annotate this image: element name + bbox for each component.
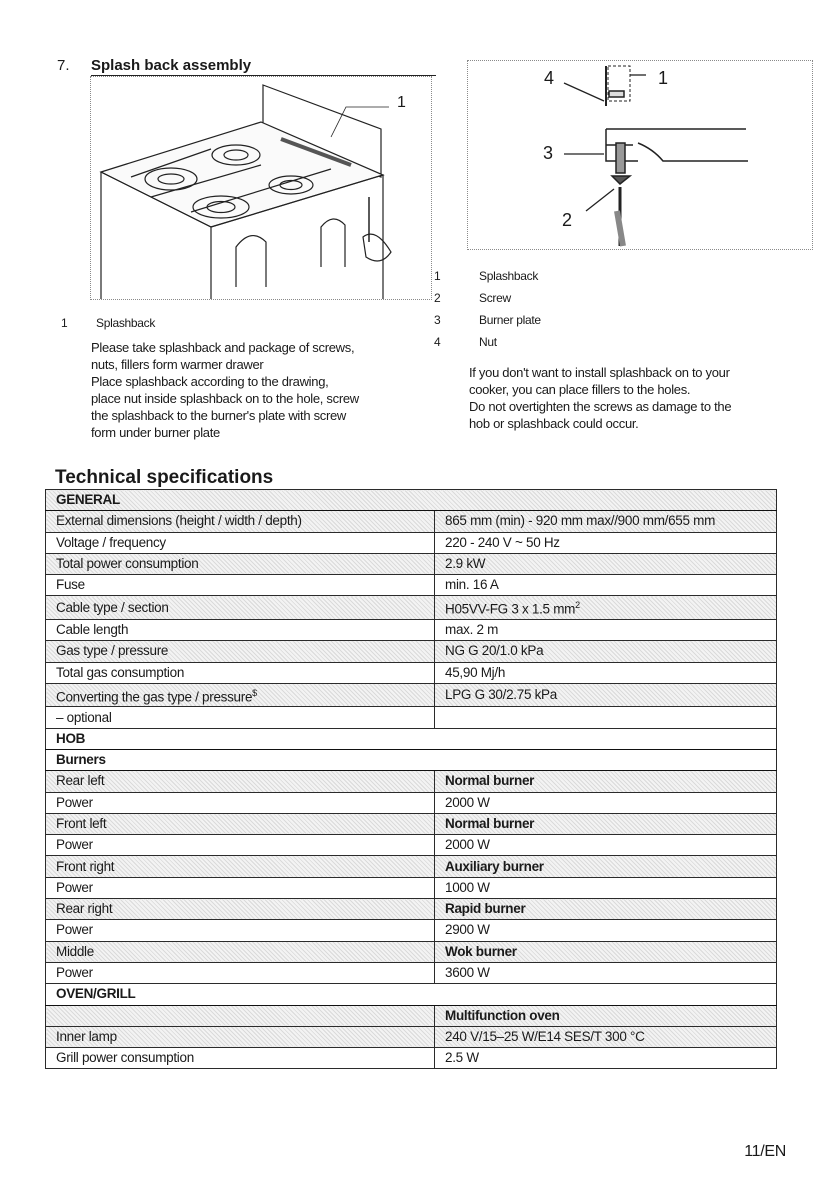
instruction-line: place nut inside splashback on to the hole, screw xyxy=(91,391,359,406)
section-heading: HOB xyxy=(46,728,777,749)
spec-row xyxy=(46,771,777,792)
tech-specs-table xyxy=(45,489,777,1069)
spec-label: Power xyxy=(46,792,435,813)
note-line: If you don't want to install splashback on to your xyxy=(469,365,730,380)
spec-label: Rear right xyxy=(46,899,435,920)
spec-row xyxy=(46,619,777,640)
spec-value: LPG G 30/2.75 kPa xyxy=(435,683,777,707)
spec-value: Auxiliary burner xyxy=(435,856,777,877)
spec-label: Front left xyxy=(46,813,435,834)
assembly-instructions xyxy=(91,339,421,441)
spec-label xyxy=(46,1005,435,1026)
section-title: Splash back assembly xyxy=(91,57,252,74)
spec-label: Gas type / pressure xyxy=(46,641,435,662)
spec-row xyxy=(46,856,777,877)
spec-row xyxy=(46,899,777,920)
spec-value: Wok burner xyxy=(435,941,777,962)
spec-value: 2.5 W xyxy=(435,1048,777,1069)
part-label: Burner plate xyxy=(479,313,541,327)
instruction-line: Place splashback according to the drawing, xyxy=(91,374,329,389)
parts-list-item xyxy=(434,290,541,312)
spec-value: Rapid burner xyxy=(435,899,777,920)
spec-label: Power xyxy=(46,877,435,898)
spec-value: min. 16 A xyxy=(435,575,777,596)
spec-value: 3600 W xyxy=(435,962,777,983)
spec-label xyxy=(46,683,435,707)
spec-row xyxy=(46,962,777,983)
superscript: 2 xyxy=(575,600,580,611)
section-number: 7. xyxy=(57,57,70,74)
spec-value: 1000 W xyxy=(435,877,777,898)
spec-row xyxy=(46,532,777,553)
spec-row xyxy=(46,683,777,707)
spec-label: External dimensions (height / width / depth) xyxy=(46,511,435,532)
spec-row xyxy=(46,707,777,728)
spec-label: Voltage / frequency xyxy=(46,532,435,553)
spec-value: 45,90 Mj/h xyxy=(435,662,777,683)
spec-label: Total gas consumption xyxy=(46,662,435,683)
instruction-line: form under burner plate xyxy=(91,425,220,440)
spec-value: Normal burner xyxy=(435,813,777,834)
right-figure-callout-3: 3 xyxy=(543,143,554,163)
right-figure-callout-1: 1 xyxy=(658,68,669,88)
note-line: cooker, you can place fillers to the holes. xyxy=(469,382,691,397)
spec-row xyxy=(46,596,777,620)
spec-value: Normal burner xyxy=(435,771,777,792)
spec-value: 2900 W xyxy=(435,920,777,941)
parts-list xyxy=(434,268,541,356)
spec-label: Total power consumption xyxy=(46,553,435,574)
spec-row xyxy=(46,813,777,834)
part-label: Splashback xyxy=(479,269,539,283)
parts-list-item xyxy=(434,268,541,290)
spec-section-hob xyxy=(46,728,777,749)
instruction-line: nuts, fillers form warmer drawer xyxy=(91,357,264,372)
spec-row xyxy=(46,1026,777,1047)
spec-value: max. 2 m xyxy=(435,619,777,640)
right-figure-callout-4: 4 xyxy=(544,68,555,88)
tech-specs-title: Technical specifications xyxy=(55,467,274,488)
spec-label: Cable type / section xyxy=(46,596,435,620)
spec-label: Rear left xyxy=(46,771,435,792)
spec-row xyxy=(46,792,777,813)
spec-row xyxy=(46,1005,777,1026)
spec-row xyxy=(46,662,777,683)
superscript: $ xyxy=(252,687,257,698)
splashback-notes xyxy=(469,364,799,432)
spec-row xyxy=(46,1048,777,1069)
spec-value: Multifunction oven xyxy=(435,1005,777,1026)
spec-row xyxy=(46,877,777,898)
left-figure-callout-1: 1 xyxy=(397,94,406,111)
parts-list-item xyxy=(434,334,541,356)
instruction-line: the splashback to the burner's plate with screw xyxy=(91,408,347,423)
part-number: 4 xyxy=(434,335,441,349)
spec-row xyxy=(46,641,777,662)
spec-section-burners xyxy=(46,749,777,770)
spec-label: Power xyxy=(46,920,435,941)
spec-label: Fuse xyxy=(46,575,435,596)
spec-row xyxy=(46,835,777,856)
section-heading: OVEN/GRILL xyxy=(46,984,777,1005)
part-number: 2 xyxy=(434,291,441,305)
spec-value: 865 mm (min) - 920 mm max//900 mm/655 mm xyxy=(435,511,777,532)
note-line: Do not overtighten the screws as damage to the xyxy=(469,399,732,414)
left-caption-number: 1 xyxy=(61,316,68,330)
spec-label: Power xyxy=(46,835,435,856)
note-line: hob or splashback could occur. xyxy=(469,416,639,431)
spec-row xyxy=(46,920,777,941)
part-number: 3 xyxy=(434,313,441,327)
spec-value-text: H05VV-FG 3 x 1.5 mm xyxy=(445,601,576,617)
spec-label: Power xyxy=(46,962,435,983)
section-heading: GENERAL xyxy=(46,490,777,511)
parts-list-item xyxy=(434,312,541,334)
spec-label-text: Converting the gas type / pressure xyxy=(56,689,253,705)
spec-row xyxy=(46,511,777,532)
right-figure-callout-2: 2 xyxy=(562,210,573,230)
spec-label: Front right xyxy=(46,856,435,877)
left-caption-label: Splashback xyxy=(96,316,156,330)
spec-row xyxy=(46,941,777,962)
page-number: 11/EN xyxy=(744,1143,786,1160)
part-label: Screw xyxy=(479,291,511,305)
spec-value xyxy=(435,596,777,620)
spec-value: 240 V/15–25 W/E14 SES/T 300 °C xyxy=(435,1026,777,1047)
splashback-fixing-detail-illustration xyxy=(467,60,813,250)
spec-value: 2000 W xyxy=(435,835,777,856)
spec-label: Grill power consumption xyxy=(46,1048,435,1069)
spec-value: NG G 20/1.0 kPa xyxy=(435,641,777,662)
spec-label: Cable length xyxy=(46,619,435,640)
spec-label: Middle xyxy=(46,941,435,962)
spec-value: 2.9 kW xyxy=(435,553,777,574)
spec-label: – optional xyxy=(46,707,435,728)
spec-value: 2000 W xyxy=(435,792,777,813)
instruction-line: Please take splashback and package of screws, xyxy=(91,340,355,355)
section-heading: Burners xyxy=(46,749,777,770)
spec-label: Inner lamp xyxy=(46,1026,435,1047)
spec-row xyxy=(46,553,777,574)
part-number: 1 xyxy=(434,269,441,283)
spec-row xyxy=(46,575,777,596)
spec-value: 220 - 240 V ~ 50 Hz xyxy=(435,532,777,553)
spec-section-general xyxy=(46,490,777,511)
spec-value xyxy=(435,707,777,728)
spec-section-oven-grill xyxy=(46,984,777,1005)
part-label: Nut xyxy=(479,335,497,349)
cooker-splashback-illustration xyxy=(90,76,432,300)
